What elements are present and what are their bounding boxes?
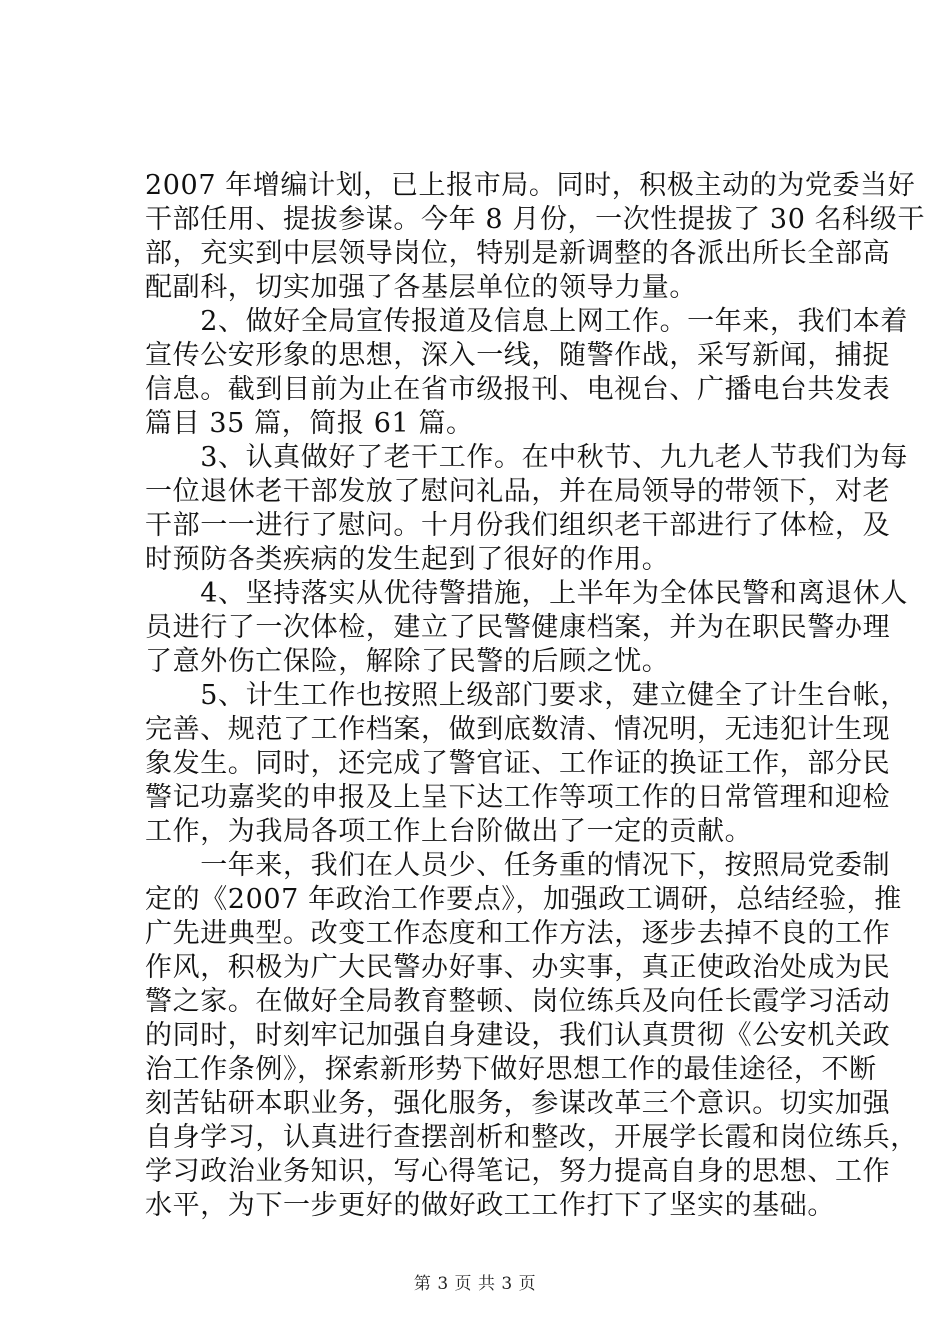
text-line: 干部任用、提拔参谋。今年 8 月份，一次性提拔了 30 名科级干 [145,204,926,235]
text-line: 自身学习，认真进行查摆剖析和整改，开展学长霞和岗位练兵， [145,1122,918,1153]
text-line: 篇目 35 篇，简报 61 篇。 [145,408,474,439]
text-line: 干部一一进行了慰问。十月份我们组织老干部进行了体检，及 [145,510,891,541]
text-line: 时预防各类疾病的发生起到了很好的作用。 [145,544,670,575]
text-line: 学习政治业务知识，写心得笔记，努力提高自身的思想、工作 [145,1156,891,1187]
text-line: 部，充实到中层领导岗位，特别是新调整的各派出所长全部高 [145,238,891,269]
text-line: 2007 年增编计划，已上报市局。同时，积极主动的为党委当好 [145,170,916,201]
text-line: 警之家。在做好全局教育整顿、岗位练兵及向任长霞学习活动 [145,986,891,1017]
text-line: 2、做好全局宣传报道及信息上网工作。一年来，我们本着 [145,306,908,337]
text-line: 配副科，切实加强了各基层单位的领导力量。 [145,272,697,303]
text-line: 3、认真做好了老干工作。在中秋节、九九老人节我们为每 [145,442,908,473]
text-line: 一年来，我们在人员少、任务重的情况下，按照局党委制 [145,850,891,881]
text-line: 宣传公安形象的思想，深入一线，随警作战，采写新闻，捕捉 [145,340,891,371]
text-line: 水平，为下一步更好的做好政工工作打下了坚实的基础。 [145,1190,835,1221]
text-line: 工作，为我局各项工作上台阶做出了一定的贡献。 [145,816,753,847]
text-line: 象发生。同时，还完成了警官证、工作证的换证工作，部分民 [145,748,891,779]
text-line: 了意外伤亡保险，解除了民警的后顾之忧。 [145,646,670,677]
text-line: 定的《2007 年政治工作要点》，加强政工调研，总结经验，推 [145,884,902,915]
text-line: 信息。截到目前为止在省市级报刊、电视台、广播电台共发表 [145,374,891,405]
text-line: 治工作条例》，探索新形势下做好思想工作的最佳途径，不断 [145,1054,877,1085]
text-line: 员进行了一次体检，建立了民警健康档案，并为在职民警办理 [145,612,891,643]
text-line: 作风，积极为广大民警办好事、办实事，真正使政治处成为民 [145,952,891,983]
text-line: 广先进典型。改变工作态度和工作方法，逐步去掉不良的工作 [145,918,891,949]
page-number-footer: 第 3 页 共 3 页 [413,1274,537,1294]
text-line: 4、坚持落实从优待警措施，上半年为全体民警和离退休人 [145,578,908,609]
text-line: 警记功嘉奖的申报及上呈下达工作等项工作的日常管理和迎检 [145,782,891,813]
text-line: 一位退休老干部发放了慰问礼品，并在局领导的带领下，对老 [145,476,891,507]
text-line: 的同时，时刻牢记加强自身建设，我们认真贯彻《公安机关政 [145,1020,891,1051]
text-line: 刻苦钻研本职业务，强化服务，参谋改革三个意识。切实加强 [145,1088,891,1119]
text-line: 5、计生工作也按照上级部门要求，建立健全了计生台帐， [145,680,908,711]
text-line: 完善、规范了工作档案，做到底数清、情况明，无违犯计生现 [145,714,891,745]
